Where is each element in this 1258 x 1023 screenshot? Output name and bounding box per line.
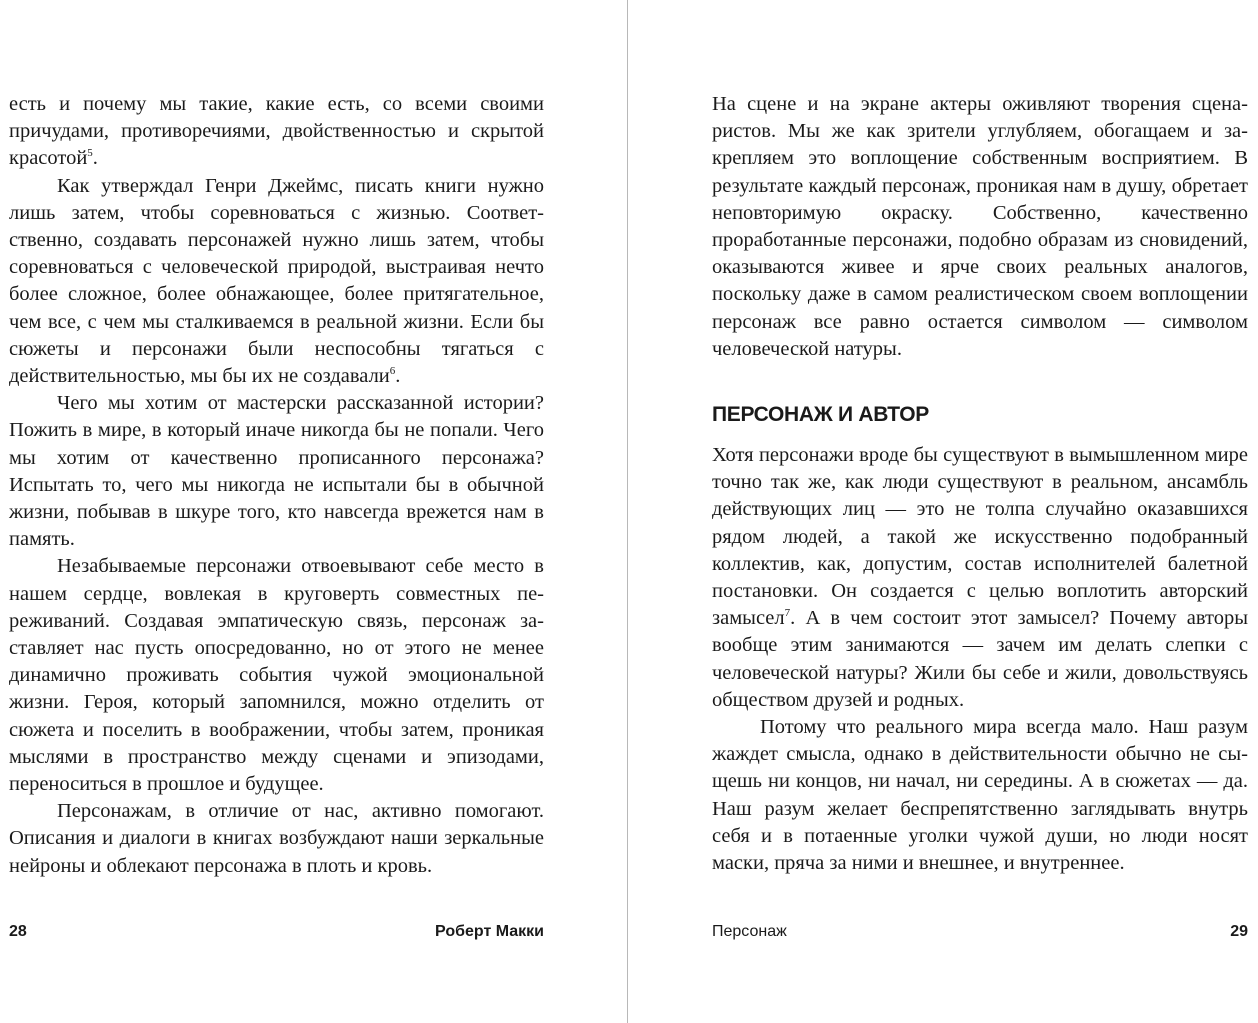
right-running-head: Персонаж — [712, 923, 787, 940]
left-page-number: 28 — [9, 923, 27, 940]
left-paragraph-3: Чего мы хотим от мастерски рассказанной истории? Пожить в мире, в который иначе никогда бы не попали. Чего мы хотим от качественно прописанного персонажа? Испытать то, чего мы никогда не испытали бы в обычной жизни, побывав в шкуре того, кто навсегда врежется нам в память. — [9, 392, 544, 551]
right-intro-paragraph: На сцене и на экране актеры оживляют творения сценаристов. Мы же как зрители углубляем, обогащаем и закрепляем это воплощение собственным восприятием. В результате каждый персонаж, проникая нам в душу, обретает неповторимую окраску. Собственно, качественно проработанные персонажи, подобно образам из сновидений, оказываются живее и ярче своих реальных аналогов, поскольку даже в самом реалистическом своем воплощении персонаж все равно остается символом — символом человеческой натуры. — [712, 93, 1248, 360]
left-page — [9, 91, 544, 880]
footnote-ref-6[interactable]: 6 — [389, 365, 396, 378]
footnote-ref-7[interactable]: 7 — [784, 607, 791, 620]
right-page — [712, 91, 1248, 877]
right-paragraph-2: Потому что реального мира всегда мало. Наш разум жаждет смысла, однако в действительности обычно не сыщешь ни концов, ни начал, ни середины. А в сюжетах — да. Наш разум желает беспрепятственно заглядывать внутрь себя и в потаенные уголки чужой души, но люди носят маски, пряча за ними и внешнее, и внутреннее. — [712, 716, 1248, 875]
right-page-number: 29 — [1230, 923, 1248, 940]
left-paragraph-2: Как утверждал Генри Джеймс, писать книги нужно лишь затем, чтобы соревноваться с жизнью. Соответственно, создавать персонажей нужно лишь затем, чтобы соревноваться с человеческой природой, выстраивая нечто более сложное, более обнажающее, более притягательное, чем все, с чем мы сталкиваемся в реальной жизни. Если бы сюжеты и персонажи были неспособны тягаться с действительностью, мы бы их не создавали$^6$. — [9, 174, 544, 388]
right-paragraph-1: Хотя персонажи вроде бы существуют в вымышленном мире точно так же, как люди существуют в реальном, ансамбль действующих лиц — это не толпа случайно оказавшихся рядом людей, а такой же искусственно подобранный коллектив, как, допустим, состав исполнителей балетной постановки. Он создается с целью воплотить авторский замысел$^7$. А в чем состоит этот замысел? Почему авторы вообще этим занимаются — зачем им делать слепки с человеческой натуры? Жили бы себе и жили, довольствуясь обществом друзей и родных. — [712, 444, 1248, 711]
left-paragraph-5: Персонажам, в отличие от нас, активно помогают. Описания и диалоги в книгах возбуждают наши зеркальные нейроны и облекают персонажа в плоть и кровь. — [9, 800, 544, 877]
left-paragraph-4: Незабываемые персонажи отвоевывают себе место в нашем сердце, вовлекая в круговерть совместных переживаний. Создавая эмпатическую связь, персонаж заставляет нас пусть опосредованно, но от этого не менее динамично проживать события чужой эмоциональной жизни. Героя, который запомнился, можно отделить от сюжета и поселить в воображении, чтобы затем, проникая мыслями в пространство между сценами и эпизодами, переноситься в прошлое и будущее. — [9, 555, 544, 796]
page-gutter-divider — [627, 0, 628, 1023]
footnote-ref-5[interactable]: 5 — [87, 147, 93, 160]
left-paragraph-1: есть и почему мы такие, какие есть, со всеми своими причудами, противоречиями, двойственностью и скрытой красотой$^5$. — [9, 93, 544, 170]
section-heading: ПЕРСОНАЖ И АВТОР — [712, 403, 930, 427]
left-running-head: Роберт Макки — [435, 923, 544, 940]
